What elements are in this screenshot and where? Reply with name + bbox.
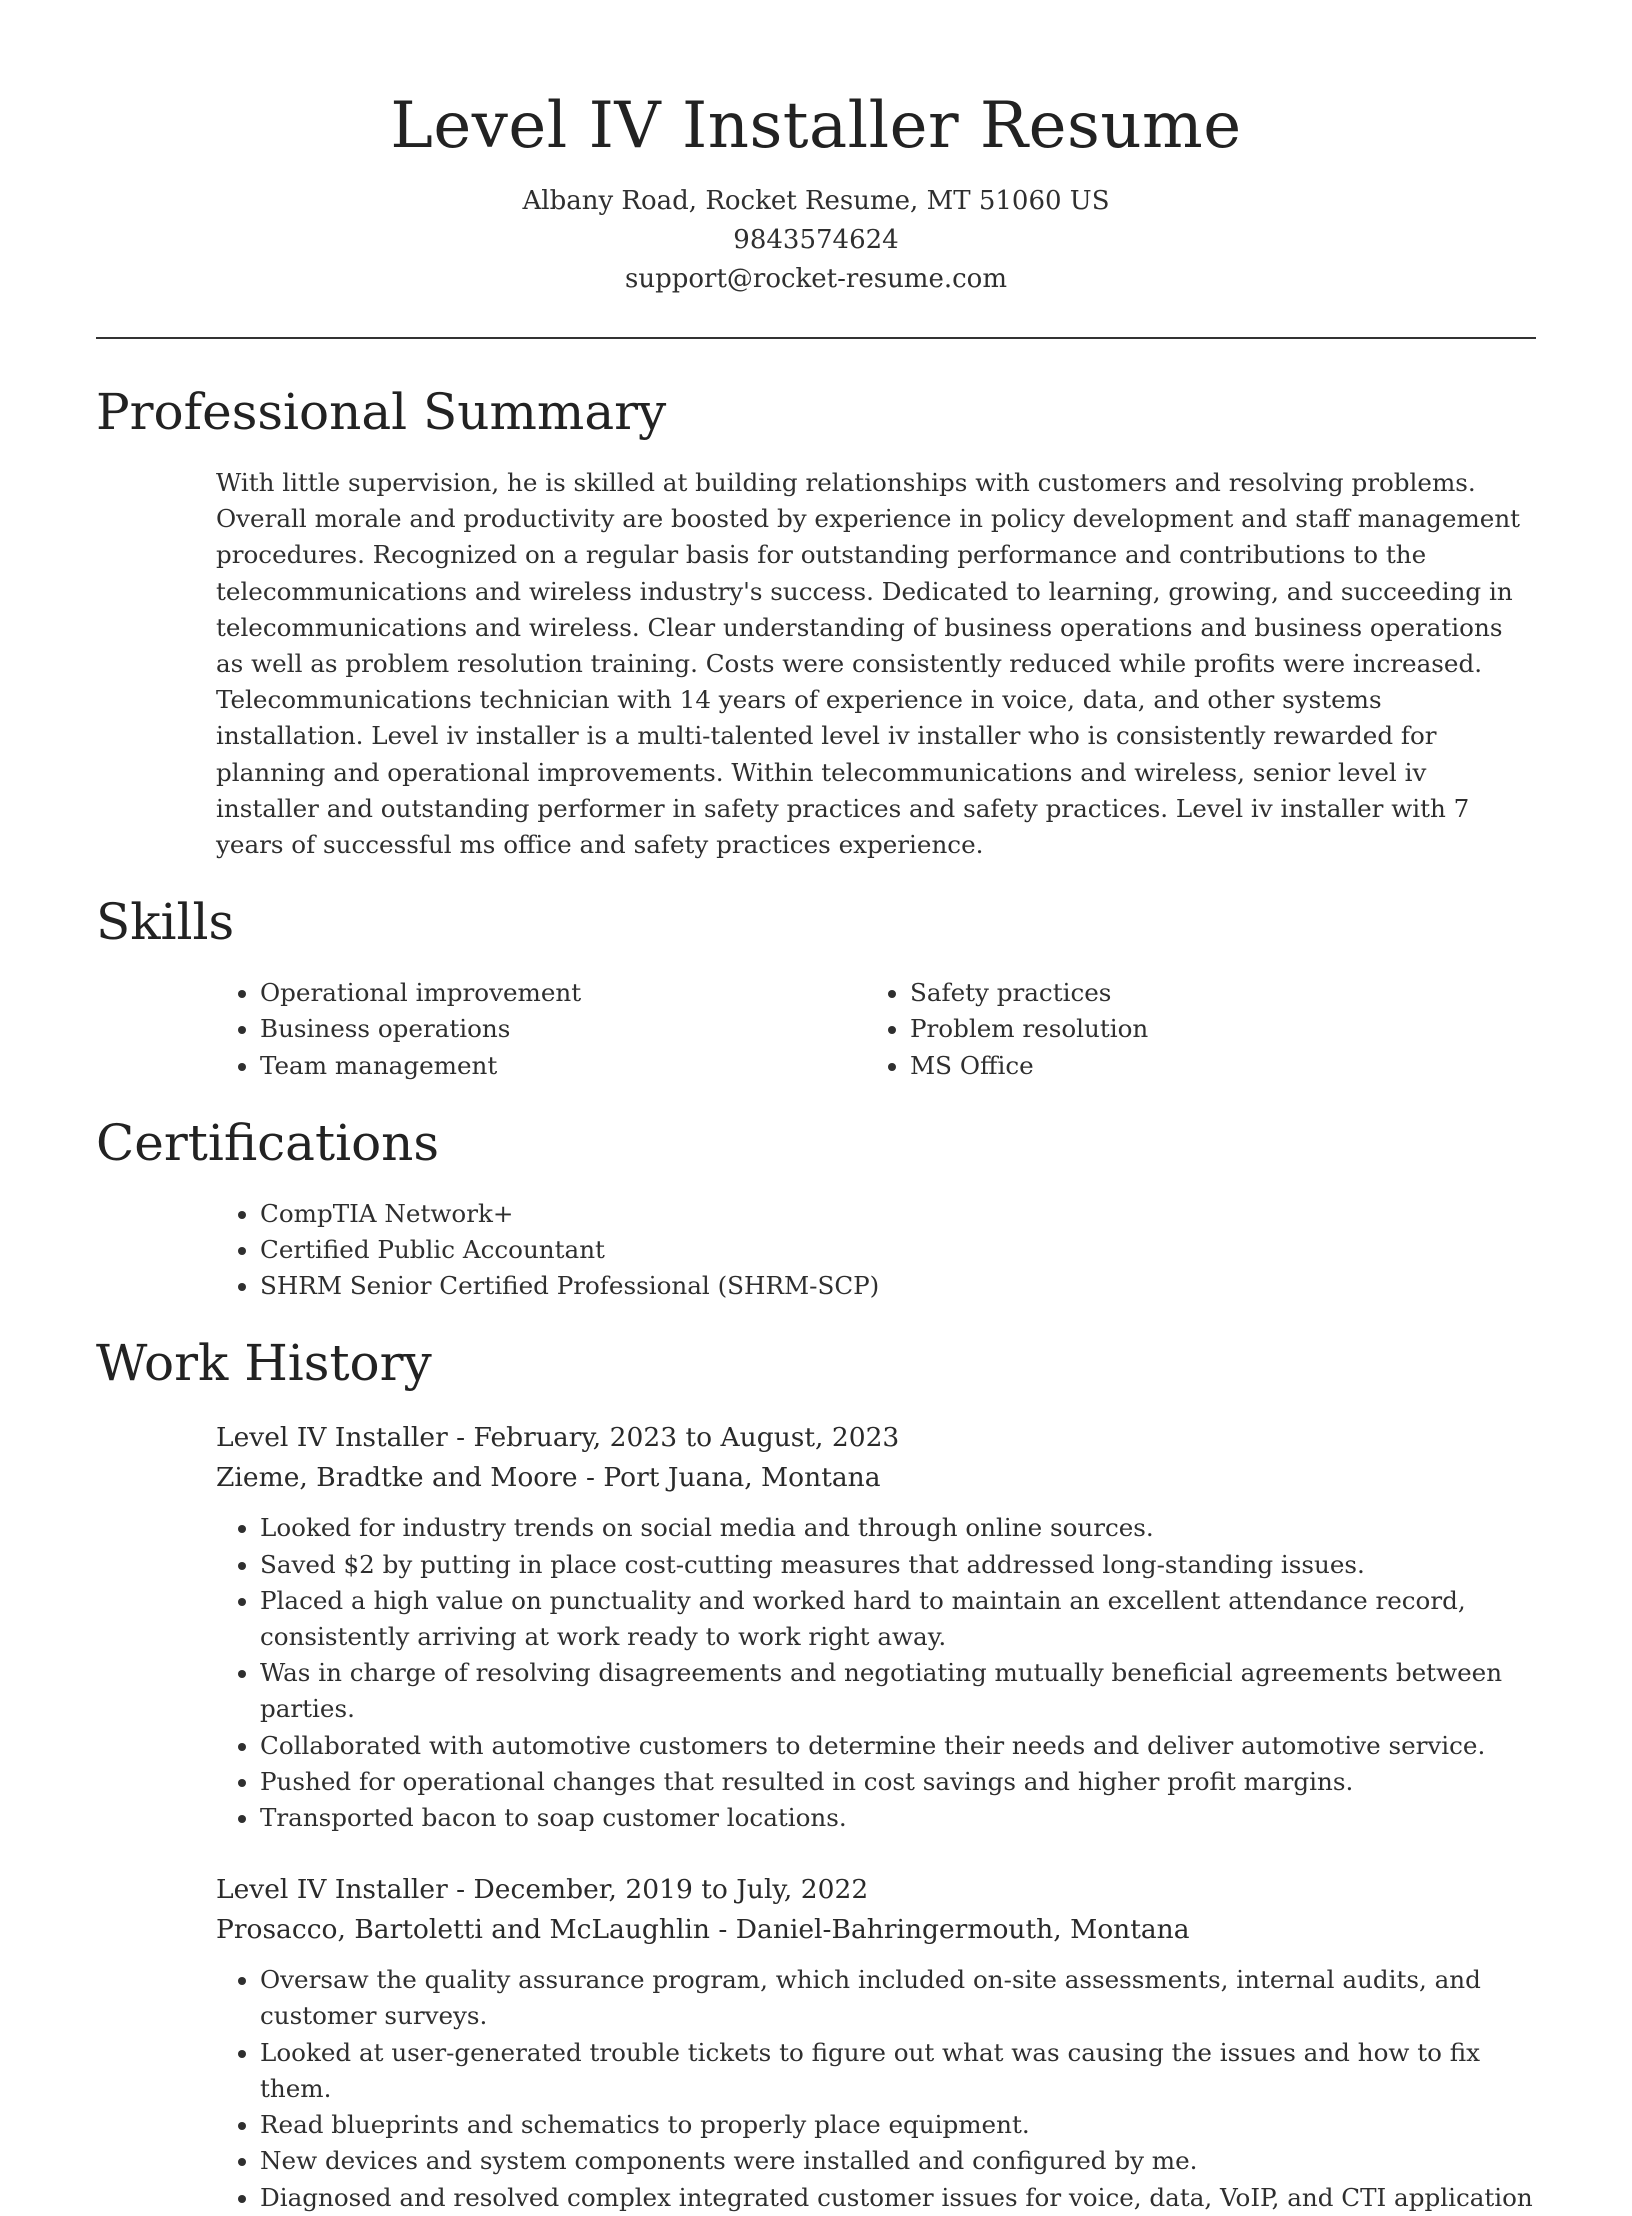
job-company: Zieme, Bradtke and Moore	[216, 1462, 578, 1494]
skill-item: • Team management	[260, 1048, 866, 1084]
job-duty: • Collaborated with automotive customers to determine their needs and deliver automotive service.	[260, 1728, 1536, 1764]
job-duty: • Looked at user-generated trouble tickets to figure out what was causing the issues and how to fix them.	[260, 2035, 1536, 2107]
work-history-heading: Work History	[96, 1334, 432, 1393]
job-duty: • Saved $2 by putting in place cost-cutting measures that addressed long-standing issues.	[260, 1547, 1536, 1583]
work-history-section	[96, 1330, 1536, 2215]
job-company-line	[216, 1458, 1536, 1498]
resume-page	[96, 0, 1536, 2216]
contact-info	[96, 182, 1536, 299]
certification-item: • SHRM Senior Certified Professional (SHRM-SCP)	[260, 1268, 1536, 1304]
certification-item: • CompTIA Network+	[260, 1196, 1536, 1232]
job-company: Prosacco, Bartoletti and McLaughlin	[216, 1914, 710, 1946]
job-entry	[216, 1418, 1536, 1836]
header-divider	[96, 337, 1536, 339]
job-duties	[216, 1510, 1536, 1836]
skills-grid	[216, 975, 1536, 1084]
certifications-heading: Certifications	[96, 1113, 440, 1172]
resume-title: Level IV Installer Resume	[390, 89, 1242, 163]
skill-item: • Operational improvement	[260, 975, 866, 1011]
skills-section	[96, 889, 1536, 1084]
job-company-line	[216, 1910, 1536, 1950]
job-duty: • Read blueprints and schematics to properly place equipment.	[260, 2107, 1536, 2143]
job-duty: • Looked for industry trends on social media and through online sources.	[260, 1510, 1536, 1546]
skills-heading: Skills	[96, 893, 235, 952]
skill-item: • Problem resolution	[910, 1011, 1516, 1047]
summary-text: With little supervision, he is skilled at building relationships with customers and resolving problems. Overall morale and productivity are boosted by experience in policy development and staff management procedures. Recognized on a regular basis for outstanding performance and contributions to the telecommunications and wireless industry's success. Dedicated to learning, growing, and succeeding in telecommunications and wireless. Clear understanding of business operations and business operations as well as problem resolution training. Costs were consistently reduced while profits were increased. Telecommunications technician with 14 years of experience in voice, data, and other systems installation. Level iv installer is a multi-talented level iv installer who is consistently rewarded for planning and operational improvements. Within telecommunications and wireless, senior level iv installer and outstanding performer in safety practices and safety practices. Level iv installer with 7 years of successful ms office and safety practices experience.	[216, 468, 1521, 860]
skill-item: • Safety practices	[910, 975, 1516, 1011]
job-duty: • Pushed for operational changes that resulted in cost savings and higher profit margins.	[260, 1764, 1536, 1800]
job-duty: • Diagnosed and resolved complex integrated customer issues for voice, data, VoIP, and CTI application	[260, 2180, 1536, 2216]
certifications-section	[96, 1110, 1536, 1305]
skill-item: • MS Office	[910, 1048, 1516, 1084]
job-location: - Port Juana, Montana	[577, 1462, 881, 1494]
job-duty: • Transported bacon to soap customer locations.	[260, 1800, 1536, 1836]
certification-item: • Certified Public Accountant	[260, 1232, 1536, 1268]
resume-header	[96, 0, 1536, 299]
job-duty: • New devices and system components were installed and configured by me.	[260, 2143, 1536, 2179]
skills-column-left	[216, 975, 866, 1084]
skill-item: • Business operations	[260, 1011, 866, 1047]
job-duty: • Oversaw the quality assurance program, which included on-site assessments, internal audits, and customer surveys.	[260, 1962, 1536, 2034]
job-duty: • Placed a high value on punctuality and worked hard to maintain an excellent attendance record, consistently arriving at work ready to work right away.	[260, 1583, 1536, 1655]
job-duties	[216, 1962, 1536, 2215]
summary-section	[96, 379, 1536, 863]
skills-column-right	[866, 975, 1516, 1084]
certifications-list	[216, 1196, 1536, 1305]
job-location: - Daniel-Bahringermouth, Montana	[709, 1914, 1190, 1946]
job-entry	[216, 1870, 1536, 2215]
job-duty: • Was in charge of resolving disagreements and negotiating mutually beneficial agreements between parties.	[260, 1655, 1536, 1727]
job-title: Level IV Installer - December, 2019 to July, 2022	[216, 1874, 869, 1906]
contact-email: support@rocket-resume.com	[624, 264, 1007, 294]
contact-phone: 9843574624	[733, 225, 899, 255]
contact-address: Albany Road, Rocket Resume, MT 51060 US	[522, 186, 1110, 216]
summary-heading: Professional Summary	[96, 383, 667, 441]
job-title: Level IV Installer - February, 2023 to August, 2023	[216, 1422, 900, 1454]
